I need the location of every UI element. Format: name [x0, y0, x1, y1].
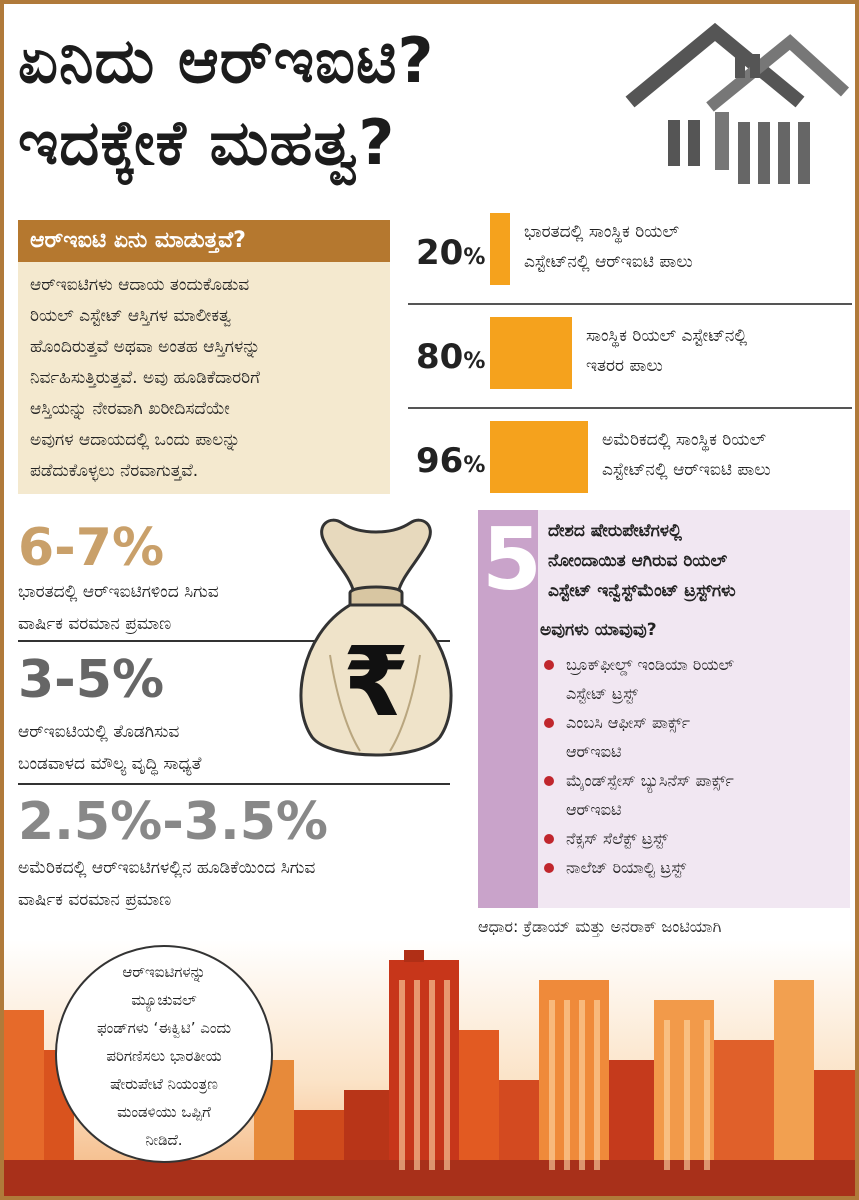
- stat-value-label: [416, 441, 485, 481]
- stat-bar: [490, 317, 572, 389]
- list-item: [540, 853, 840, 882]
- listed-heading: [548, 516, 844, 606]
- stat-bar: [490, 213, 510, 285]
- rupee-symbol: ₹: [342, 626, 410, 738]
- stat-value-number: 96: [416, 441, 464, 481]
- list-item: [540, 708, 840, 766]
- house-icon: [620, 12, 850, 192]
- list-item: [540, 766, 840, 824]
- category-line: ಎಸ್ಟೇಟ್‌ನಲ್ಲಿ ಆರ್‌ಇಐಟಿ ಪಾಲು: [602, 460, 771, 480]
- heading-line: ದೇಶದ ಷೇರುಪೇಟೆಗಳಲ್ಲಿ: [548, 521, 682, 541]
- stat-value-unit: %: [463, 453, 486, 478]
- list-item-line: ಆರ್‌ಇಐಟಿ: [566, 742, 622, 761]
- divider: [408, 303, 852, 305]
- stat-category-label: [586, 321, 848, 381]
- stat-value-number: 80: [416, 337, 464, 377]
- stat-value-label: [416, 337, 485, 377]
- reit-list: [540, 650, 840, 882]
- divider: [18, 783, 450, 785]
- note-line: ಮಂಡಳಿಯು ಒಪ್ಪಿಗೆ: [117, 1103, 211, 1121]
- note-line: ನೀಡಿದೆ.: [145, 1131, 183, 1149]
- stat-value-unit: %: [463, 245, 486, 270]
- note-line: ಪರಿಗಣಿಸಲು ಭಾರತೀಯ: [106, 1047, 222, 1065]
- stat-value-label: [416, 233, 485, 273]
- stat-value-number: 20: [416, 233, 464, 273]
- bullet-icon: [544, 776, 554, 786]
- heading-line: ನೋಂದಾಯಿತ ಆಗಿರುವ ರಿಯಲ್: [548, 551, 728, 571]
- bullet-icon: [544, 834, 554, 844]
- count-number: 5: [482, 510, 542, 610]
- info-line: ನಿರ್ವಹಿಸುತ್ತಿರುತ್ತವೆ. ಅವು ಹೂಡಿಕೆದಾರರಿಗೆ: [30, 368, 260, 388]
- list-item-line: ಎಂಬಸಿ ಆಫೀಸ್ ಪಾರ್ಕ್ಸ್: [566, 713, 691, 732]
- stat-category-label: [602, 425, 848, 485]
- title-line-1: ಏನಿದು ಆರ್‌ಇಐಟಿ?: [18, 24, 435, 97]
- list-item: [540, 824, 840, 853]
- return-desc-growth: [18, 716, 201, 780]
- return-desc-india: [18, 576, 219, 640]
- info-heading: ಆರ್‌ಇಐಟಿ ಏನು ಮಾಡುತ್ತವೆ?: [18, 220, 390, 262]
- list-item-line: ಆರ್‌ಇಐಟಿ: [566, 800, 622, 819]
- info-body: [18, 262, 390, 494]
- note-line: ಆರ್‌ಇಐಟಿಗಳನ್ನು: [122, 963, 206, 981]
- category-line: ಸಾಂಸ್ಥಿಕ ರಿಯಲ್ ಎಸ್ಟೇಟ್‌ನಲ್ಲಿ: [586, 326, 748, 346]
- note-text: [60, 958, 268, 1154]
- category-line: ಇತರರ ಪಾಲು: [586, 356, 663, 376]
- category-line: ಭಾರತದಲ್ಲಿ ಸಾಂಸ್ಥಿಕ ರಿಯಲ್: [524, 222, 679, 242]
- category-line: ಎಸ್ಟೇಟ್‌ನಲ್ಲಿ ಆರ್‌ಇಐಟಿ ಪಾಲು: [524, 252, 693, 272]
- info-line: ಅವುಗಳ ಆದಾಯದಲ್ಲಿ ಒಂದು ಪಾಲನ್ನು: [30, 430, 241, 450]
- bullet-icon: [544, 660, 554, 670]
- desc-line: ಭಾರತದಲ್ಲಿ ಆರ್‌ಇಐಟಿಗಳಿಂದ ಸಿಗುವ: [18, 582, 219, 602]
- list-item-line: ಬ್ರೂಕ್‌ಫೀಲ್ಡ್ ಇಂಡಿಯಾ ರಿಯಲ್: [566, 655, 735, 674]
- stat-bar: [490, 421, 588, 493]
- bullet-icon: [544, 863, 554, 873]
- desc-line: ಆರ್‌ಇಐಟಿಯಲ್ಲಿ ತೊಡಗಿಸುವ: [18, 722, 180, 742]
- info-line: ರಿಯಲ್ ಎಸ್ಟೇಟ್ ಆಸ್ತಿಗಳ ಮಾಲೀಕತ್ವ: [30, 306, 232, 326]
- list-item-line: ಮೈಂಡ್‌ಸ್ಪೇಸ್ ಬ್ಯುಸಿನೆಸ್ ಪಾರ್ಕ್ಸ್: [566, 771, 734, 790]
- page-title: [18, 20, 435, 184]
- stat-value-unit: %: [463, 349, 486, 374]
- desc-line: ವಾರ್ಷಿಕ ವರಮಾನ ಪ್ರಮಾಣ: [18, 890, 172, 910]
- source-line: ಆಧಾರ: ಕ್ರೆಡಾಯ್ ಮತ್ತು ಅನರಾಕ್ ಜಂಟಿಯಾಗಿ: [478, 917, 722, 936]
- listed-question: ಅವುಗಳು ಯಾವುವು?: [540, 620, 657, 640]
- return-value-india: 6-7%: [18, 518, 165, 578]
- list-item-line: ಎಸ್ಟೇಟ್ ಟ್ರಸ್ಟ್: [566, 684, 638, 703]
- category-line: ಅಮೆರಿಕದಲ್ಲಿ ಸಾಂಸ್ಥಿಕ ರಿಯಲ್: [602, 430, 766, 450]
- return-value-us: 2.5%-3.5%: [18, 792, 329, 852]
- note-line: ಮ್ಯೂಚುವಲ್: [131, 991, 197, 1009]
- divider: [408, 407, 852, 409]
- listed-reits-panel: [478, 510, 850, 908]
- info-line: ಹೊಂದಿರುತ್ತವೆ ಅಥವಾ ಅಂತಹ ಆಸ್ತಿಗಳನ್ನು: [30, 337, 261, 357]
- info-line: ಆರ್‌ಇಐಟಿಗಳು ಆದಾಯ ತಂದುಕೊಡುವ: [30, 275, 250, 295]
- bullet-icon: [544, 718, 554, 728]
- stat-row: [408, 205, 852, 305]
- return-value-growth: 3-5%: [18, 650, 165, 710]
- desc-line: ಬಂಡವಾಳದ ಮೌಲ್ಯ ವೃದ್ಧಿ ಸಾಧ್ಯತೆ: [18, 754, 202, 774]
- note-line: ಫಂಡ್‌ಗಳು ‘ಈಕ್ವಿಟಿ’ ಎಂದು: [96, 1019, 232, 1037]
- money-bag-icon: [290, 515, 462, 765]
- list-item-line: ನಾಲೆಜ್ ರಿಯಾಲ್ಟಿ ಟ್ರಸ್ಟ್: [566, 858, 687, 877]
- desc-line: ವಾರ್ಷಿಕ ವರಮಾನ ಪ್ರಮಾಣ: [18, 614, 172, 634]
- list-item-line: ನೆಕ್ಸಸ್ ಸೆಲೆಕ್ಟ್ ಟ್ರಸ್ಟ್: [566, 829, 668, 848]
- stat-row: [408, 309, 852, 409]
- return-desc-us: [18, 852, 315, 916]
- desc-line: ಅಮೆರಿಕದಲ್ಲಿ ಆರ್‌ಇಐಟಿಗಳಲ್ಲಿನ ಹೂಡಿಕೆಯಿಂದ ಸಿಗುವ: [18, 858, 316, 878]
- note-line: ಷೇರುಪೇಟೆ ನಿಯಂತ್ರಣ: [110, 1075, 218, 1093]
- heading-line: ಎಸ್ಟೇಟ್ ಇನ್ವೆಸ್ಟ್‌ಮೆಂಟ್ ಟ್ರಸ್ಟ್‌ಗಳು: [548, 581, 736, 601]
- info-line: ಪಡೆದುಕೊಳ್ಳಲು ನೆರವಾಗುತ್ತವೆ.: [30, 461, 199, 481]
- title-line-2: ಇದಕ್ಕೇಕೆ ಮಹತ್ವ?: [18, 106, 396, 179]
- info-line: ಆಸ್ತಿಯನ್ನು ನೇರವಾಗಿ ಖರೀದಿಸದೆಯೇ: [30, 399, 230, 419]
- stat-row: [408, 413, 852, 513]
- stat-category-label: [524, 217, 848, 277]
- list-item: [540, 650, 840, 708]
